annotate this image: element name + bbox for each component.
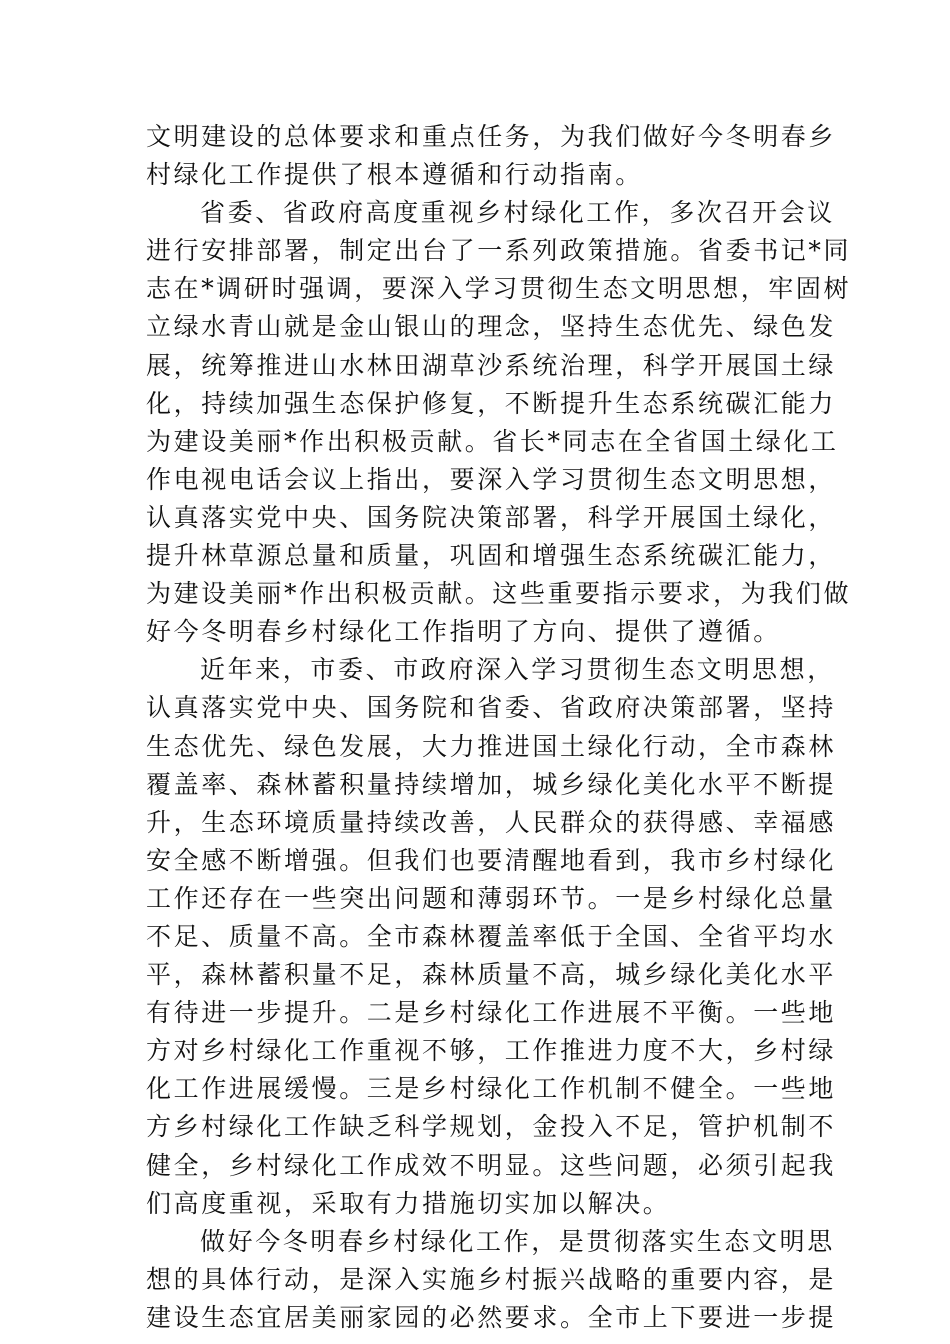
text-line: 安全感不断增强。但我们也要清醒地看到，我市乡村绿化 bbox=[146, 845, 837, 875]
text-line: 展，统筹推进山水林田湖草沙系统治理，科学开展国土绿 bbox=[146, 350, 837, 380]
text-line: 村绿化工作提供了根本遵循和行动指南。 bbox=[146, 160, 643, 190]
paragraph-1 bbox=[146, 118, 837, 194]
text-line: 做好今冬明春乡村绿化工作，是贯彻落实生态文明思 bbox=[200, 1226, 835, 1256]
paragraph-2 bbox=[146, 194, 852, 651]
text-line: 立绿水青山就是金山银山的理念，坚持生态优先、绿色发 bbox=[146, 312, 837, 342]
text-line: 覆盖率、森林蓄积量持续增加，城乡绿化美化水平不断提 bbox=[146, 769, 837, 799]
text-line: 进行安排部署，制定出台了一系列政策措施。省委书记*同 bbox=[146, 236, 852, 266]
text-line: 文明建设的总体要求和重点任务，为我们做好今冬明春乡 bbox=[146, 122, 837, 151]
text-line: 提升林草源总量和质量，巩固和增强生态系统碳汇能力， bbox=[146, 541, 837, 571]
text-line: 省委、省政府高度重视乡村绿化工作，多次召开会议 bbox=[200, 198, 835, 228]
text-line: 们高度重视，采取有力措施切实加以解决。 bbox=[146, 1188, 671, 1218]
text-line: 生态优先、绿色发展，大力推进国土绿化行动，全市森林 bbox=[146, 731, 837, 761]
text-line: 升，生态环境质量持续改善，人民群众的获得感、幸福感 bbox=[146, 807, 837, 837]
paragraph-4 bbox=[146, 1223, 837, 1337]
document-page bbox=[146, 118, 852, 1337]
text-line: 好今冬明春乡村绿化工作指明了方向、提供了遵循。 bbox=[146, 617, 781, 647]
text-line: 方乡村绿化工作缺乏科学规划，金投入不足，管护机制不 bbox=[146, 1112, 837, 1142]
text-line: 健全，乡村绿化工作成效不明显。这些问题，必须引起我 bbox=[146, 1150, 837, 1180]
text-line: 作电视电话会议上指出，要深入学习贯彻生态文明思想， bbox=[146, 464, 837, 494]
text-line: 想的具体行动，是深入实施乡村振兴战略的重要内容，是 bbox=[146, 1264, 837, 1294]
text-line: 不足、质量不高。全市森林覆盖率低于全国、全省平均水 bbox=[146, 921, 837, 951]
text-line: 平，森林蓄积量不足，森林质量不高，城乡绿化美化水平 bbox=[146, 960, 837, 990]
text-line: 建设生态宜居美丽家园的必然要求。全市上下要进一步提 bbox=[146, 1302, 837, 1332]
text-line: 化，持续加强生态保护修复，不断提升生态系统碳汇能力 bbox=[146, 388, 837, 418]
text-line: 为建设美丽*作出积极贡献。省长*同志在全省国土绿化工 bbox=[146, 426, 839, 456]
text-line: 认真落实党中央、国务院和省委、省政府决策部署，坚持 bbox=[146, 693, 837, 723]
text-line: 志在*调研时强调，要深入学习贯彻生态文明思想，牢固树 bbox=[146, 274, 852, 304]
text-line: 工作还存在一些突出问题和薄弱环节。一是乡村绿化总量 bbox=[146, 883, 837, 913]
text-line: 认真落实党中央、国务院决策部署，科学开展国土绿化， bbox=[146, 502, 837, 532]
text-line: 为建设美丽*作出积极贡献。这些重要指示要求，为我们做 bbox=[146, 579, 852, 609]
text-line: 近年来，市委、市政府深入学习贯彻生态文明思想， bbox=[200, 655, 835, 685]
text-line: 方对乡村绿化工作重视不够，工作推进力度不大，乡村绿 bbox=[146, 1036, 837, 1066]
text-line: 化工作进展缓慢。三是乡村绿化工作机制不健全。一些地 bbox=[146, 1074, 837, 1104]
text-line: 有待进一步提升。二是乡村绿化工作进展不平衡。一些地 bbox=[146, 998, 837, 1028]
paragraph-3 bbox=[146, 651, 837, 1222]
